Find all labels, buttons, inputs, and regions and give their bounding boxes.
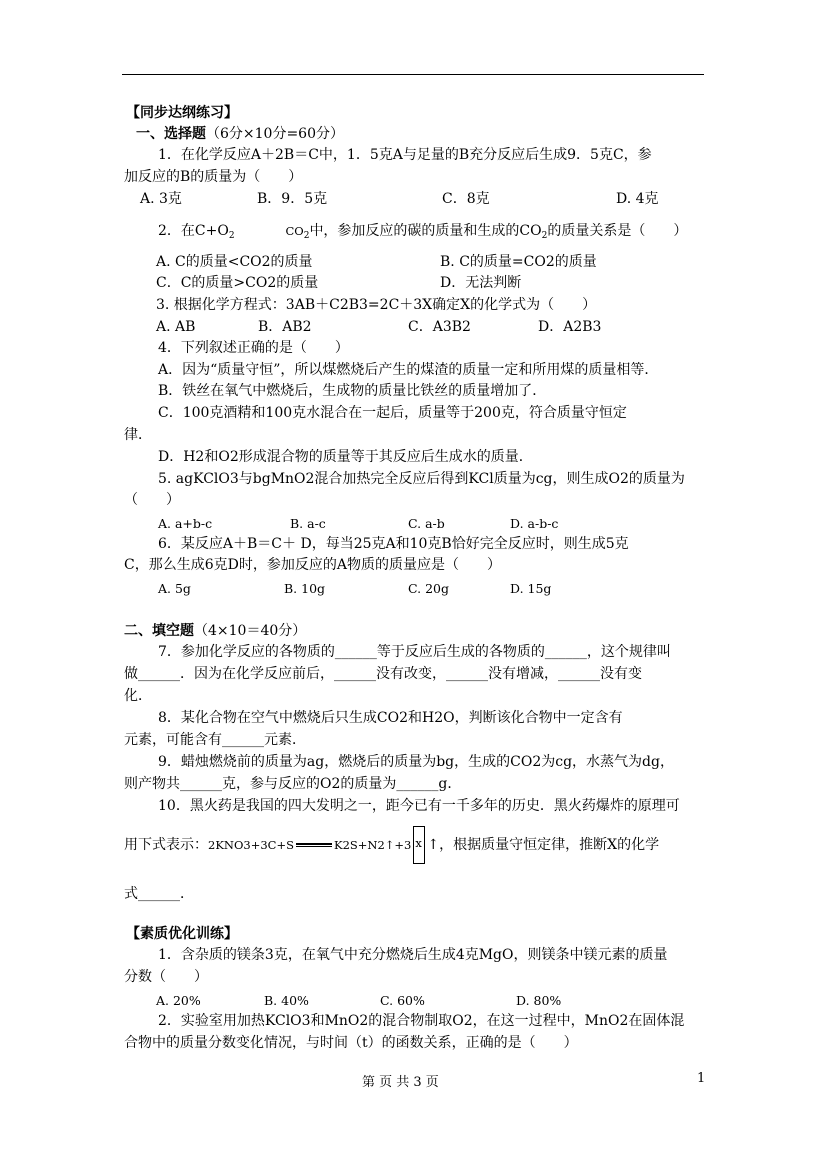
page-number: 1 [697,1071,706,1086]
q5-option-a: A. a+b-c [158,516,213,531]
subsection-label: 一、选择题 [136,126,206,142]
q6-option-b: B. 10g [284,581,326,596]
q10-eq-prefix: 用下式表示： [124,837,208,853]
q2-option-b: B. C的质量=CO2的质量 [440,254,597,270]
subsection-score: （6分×10分=60分） [206,126,344,142]
q10-eq-x: x [415,836,422,850]
q1-line2: 加反应的B的质量为（ ） [124,169,303,185]
p2-line2: 合物中的质量分数变化情况，与时间（t）的函数关系，正确的是（ ） [124,1035,578,1051]
q8-line1: 8．某化合物在空气中燃烧后只生成CO2和H2O，判断该化合物中一定含有 [158,710,623,726]
subsection2-score: （4×10＝40分） [194,623,307,639]
q7-line2: 做______．因为在化学反应前后，______没有改变，______没有增减，______没有变 [124,666,642,682]
q4-stem: 4．下列叙述正确的是（ ） [158,340,349,356]
q2-sub: 2 [228,231,235,241]
q3-option-d: D．A2B3 [538,319,602,335]
q1-option-a: A. 3克 [140,191,182,207]
p1-option-d: D. 80% [516,993,562,1008]
q10-eq-after: ↑，根据质量守恒定律，推断X的化学 [427,837,660,853]
q5-option-c: C. a-b [408,516,445,531]
q1-option-b: B．9．5克 [257,191,328,207]
page-footer-text: 第 页 共 3 页 [362,1075,439,1090]
q10-line1: 10．黑火药是我国的四大发明之一，距今已有一千多年的历史．黑火药爆炸的原理可 [158,798,680,814]
section-title-sync-practice: 【同步达纲练习】 [126,105,238,121]
q2-co: CO [285,224,304,238]
q7-line3: 化． [124,688,152,704]
q10-eq-left: 2KNO3+3C+S [208,838,294,852]
q2-option-c: C．C的质量>CO2的质量 [156,275,319,291]
q5-option-b: B. a-c [290,516,326,531]
q3-option-a: A. AB [156,319,196,335]
q3-option-c: C．A3B2 [408,319,471,335]
q6-line2: C，那么生成6克D时，参加反应的A物质的质量应是（ ） [124,557,501,573]
q5-option-d: D. a-b-c [510,516,559,531]
q4-option-b: B．铁丝在氧气中燃烧后，生成物的质量比铁丝的质量增加了． [158,383,547,399]
p1-option-a: A. 20% [156,993,201,1008]
q3-stem: 3. 根据化学方程式：3AB＋C2B3=2C＋3X确定X的化学式为（ ） [156,297,597,313]
q1-option-d: D. 4克 [616,191,659,207]
q4-option-c-line2: 律． [124,427,152,443]
q2-option-a: A. C的质量<CO2的质量 [156,254,313,270]
q10-eq-right: K2S+N2↑+3 [333,838,412,852]
q9-line1: 9．蜡烛燃烧前的质量为ag，燃烧后的质量为bg，生成的CO2为cg，水蒸气为dg， [158,754,674,770]
subsection2-label: 二、填空题 [124,623,194,639]
q8-line2: 元素，可能含有______元素． [124,732,306,748]
unknown-x-box [413,826,425,864]
q2-sub-c: 2 [541,231,548,241]
p1-option-c: C. 60% [380,993,425,1008]
q2-text-d: 的质量关系是（ ） [547,223,688,239]
section-title-quality-training: 【素质优化训练】 [126,926,238,942]
q6-line1: 6．某反应A＋B＝C＋ D，每当25克A和10克B恰好完全反应时，则生成5克 [158,536,629,552]
q6-option-a: A. 5g [158,581,191,596]
p1-line1: 1．含杂质的镁条3克，在氧气中充分燃烧后生成4克MgO，则镁条中镁元素的质量 [158,947,668,963]
header-rule [122,74,704,75]
q9-line2: 则产物共______克，参与反应的O2的质量为______g． [124,776,462,792]
q1-line1: 1．在化学反应A＋2B＝C中，1．5克A与足量的B充分反应后生成9．5克C，参 [158,147,652,163]
p1-line2: 分数（ ） [124,969,208,985]
subsection-title-choice [136,125,344,143]
q2-sub-b: 2 [303,231,310,241]
q4-option-a: A．因为“质量守恒”，所以煤燃烧后产生的煤渣的质量一定和所用煤的质量相等． [158,362,659,378]
q5-line1: 5. agKClO3与bgMnO2混合加热完全反应后得到KCl质量为cg，则生成O2的质量为 [158,471,685,487]
p2-line1: 2．实验室用加热KClO3和MnO2的混合物制取O2，在这一过程中，MnO2在固体混 [158,1013,685,1029]
q6-option-c: C. 20g [408,581,449,596]
q10-equation-line [124,826,659,864]
q3-option-b: B．AB2 [258,319,312,335]
q2-option-d: D．无法判断 [440,275,522,291]
subsection-title-fill [124,622,306,640]
q4-option-c-line1: C．100克酒精和100克水混合在一起后，质量等于200克，符合质量守恒定 [158,405,627,421]
q7-line1: 7．参加化学反应的各物质的______等于反应后生成的各物质的______，这个规律叫 [158,644,671,660]
q2-text-c: 中，参加反应的碳的质量和生成的CO [309,223,542,239]
q1-option-c: C．8克 [442,191,490,207]
p1-option-b: B. 40% [264,993,309,1008]
q10-line3: 式______． [124,886,194,902]
q5-line2: （ ） [124,492,180,508]
q2-stem [158,222,687,245]
q6-option-d: D. 15g [510,581,552,596]
q2-text-a: 2．在C+O [158,223,229,239]
q4-option-d: D．H2和O2形成混合物的质量等于其反应后生成水的质量． [158,449,533,465]
equals-sign-icon [296,843,332,847]
